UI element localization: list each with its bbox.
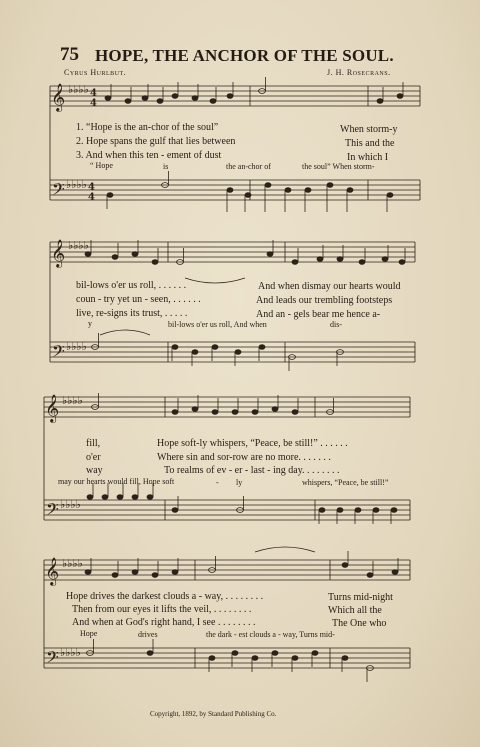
copyright-notice: Copyright, 1892, by Standard Publishing Co.	[150, 710, 277, 718]
hymn-number: 75	[60, 44, 79, 65]
svg-text:♭♭♭♭: ♭♭♭♭	[62, 394, 83, 407]
svg-text:𝄞: 𝄞	[45, 394, 60, 422]
hymn-composer: J. H. Rosecrans.	[327, 68, 391, 77]
s2-verse3-right: And an - gels bear me hence a-	[256, 309, 381, 320]
s4-verse2-left: Then from our eyes it lifts the veil, . . . . . . . .	[72, 604, 252, 615]
s4-bass-word: Hope	[80, 629, 98, 638]
s4-bass-word: drives	[138, 630, 158, 639]
s4-verse1-right: Turns mid-night	[328, 592, 393, 603]
svg-text:♭♭♭♭: ♭♭♭♭	[68, 83, 89, 96]
s4-verse3-right: The One who	[332, 618, 387, 629]
s3-verse3-right: To realms of ev - er - last - ing day. . . . . . . .	[164, 465, 340, 476]
s2-verse2-left: coun - try yet un - seen, . . . . . .	[76, 294, 201, 305]
s2-bass-word: y	[88, 319, 92, 328]
s4-verse2-right: Which all the	[328, 605, 382, 616]
svg-text:4: 4	[90, 98, 97, 109]
svg-text:4: 4	[88, 192, 95, 203]
s3-verse2-right: Where sin and sor-row are no more. . . . . . .	[157, 452, 331, 463]
s1-verse3-left: 3. And when this ten - ement of dust	[76, 150, 222, 161]
svg-text:𝄢: 𝄢	[46, 647, 59, 671]
s2-bass-word: bil-lows o'er us roll, And when	[168, 320, 267, 329]
s2-verse2-right: And leads our trembling footsteps	[256, 295, 393, 306]
s2-verse1-right: And when dismay our hearts would	[258, 281, 401, 292]
svg-text:𝄞: 𝄞	[51, 239, 66, 267]
s2-bass-word: dis-	[330, 320, 342, 329]
s3-bass-word: may our hearts would fill, Hope soft	[58, 477, 175, 486]
s2-verse3-left: live, re-signs its trust, . . . . .	[76, 308, 188, 319]
svg-text:♭♭♭♭: ♭♭♭♭	[68, 239, 89, 252]
s3-verse1-right: Hope soft-ly whispers, “Peace, be still!” . . . . . .	[157, 438, 348, 449]
s1-verse1-left: 1. “Hope is the an-chor of the soul”	[76, 122, 219, 133]
s1-verse1-right: When storm-y	[340, 124, 398, 135]
svg-text:𝄢: 𝄢	[46, 499, 59, 523]
svg-text:♭♭♭♭: ♭♭♭♭	[66, 340, 87, 353]
s1-bass-word: the soul” When storm-	[302, 162, 375, 171]
s4-verse1-left: Hope drives the darkest clouds a - way, . . . . . . . .	[66, 591, 264, 602]
s1-verse2-right: This and the	[345, 138, 395, 149]
s1-bass-word: is	[163, 162, 169, 171]
svg-text:♭♭♭♭: ♭♭♭♭	[62, 557, 83, 570]
s3-verse1-left: fill,	[86, 438, 101, 449]
hymn-title: HOPE, THE ANCHOR OF THE SOUL.	[95, 46, 394, 65]
s1-verse2-left: 2. Hope spans the gulf that lies between	[76, 136, 236, 147]
s1-bass-word: the an-chor of	[226, 162, 271, 171]
svg-text:♭♭♭♭: ♭♭♭♭	[66, 178, 87, 191]
s2-verse1-left: bil-lows o'er us roll, . . . . . .	[76, 280, 187, 291]
s3-bass-word: -	[216, 478, 219, 487]
s4-bass-word: the dark - est clouds a - way, Turns mid-	[206, 630, 335, 639]
s1-bass-word: “ Hope	[90, 161, 113, 170]
svg-text:𝄢: 𝄢	[52, 341, 65, 365]
s3-bass-word: ly	[236, 478, 243, 487]
svg-text:4: 4	[90, 88, 97, 99]
svg-text:𝄞: 𝄞	[51, 83, 66, 111]
svg-text:𝄢: 𝄢	[52, 179, 65, 203]
s4-verse3-left: And when at God's right hand, I see . . . . . . . .	[72, 617, 256, 628]
svg-text:4: 4	[88, 182, 95, 193]
s3-verse3-left: way	[86, 465, 103, 476]
s3-verse2-left: o'er	[86, 452, 101, 463]
s1-verse3-right: In which I	[347, 152, 389, 163]
hymn-author: Cyrus Hurlbut.	[64, 68, 127, 77]
svg-text:♭♭♭♭: ♭♭♭♭	[60, 646, 81, 659]
svg-text:𝄞: 𝄞	[45, 557, 60, 585]
s3-bass-word: whispers, “Peace, be still!”	[302, 478, 389, 487]
svg-text:♭♭♭♭: ♭♭♭♭	[60, 498, 81, 511]
